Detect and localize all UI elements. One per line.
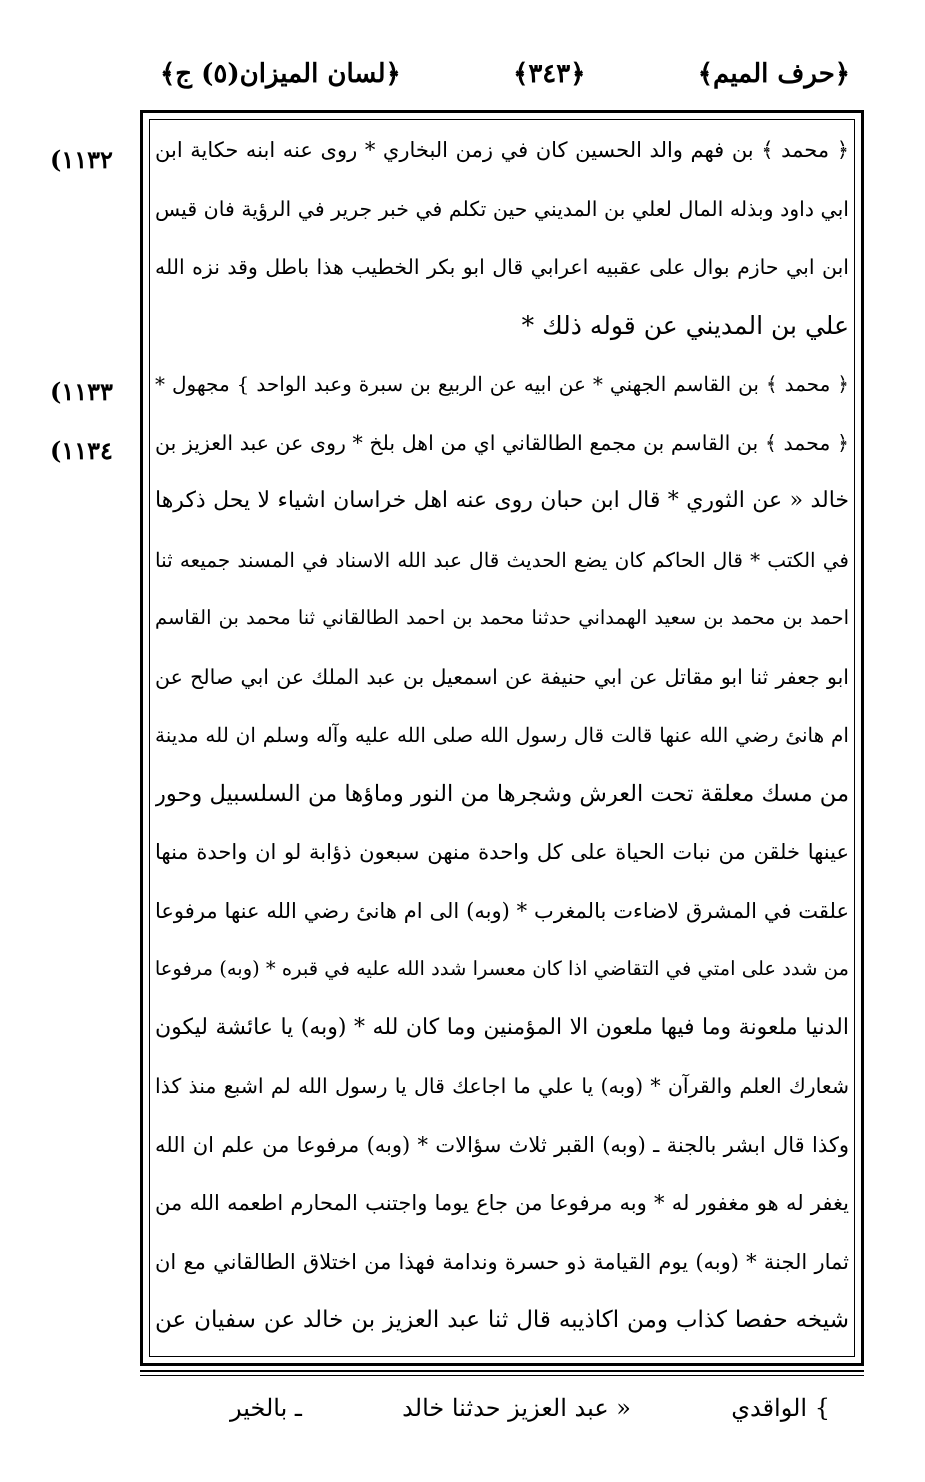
text-line: ابن ابي حازم بوال على عقبيه اعرابي قال ابو بكر الخطيب هذا باطل وقد نزه الله — [155, 255, 849, 279]
footnote: ـ بالخير — [230, 1394, 302, 1422]
footnote: « عبد العزيز حدثنا خالد — [402, 1394, 631, 1422]
footnote: } الواقدي — [731, 1394, 830, 1422]
text-line: الدنيا ملعونة وما فيها ملعون الا المؤمنين وما كان لله * (وبه) يا عائشة ليكون — [155, 1014, 849, 1040]
text-line: يغفر له هو مغفور له * وبه مرفوعا من جاع يوما واجتنب المحارم اطعمه الله من — [155, 1191, 849, 1215]
text-line: ﴿ محمد ﴾ بن القاسم الجهني * عن ابيه عن الربيع بن سبرة وعبد الواحد } مجهول * — [155, 372, 849, 396]
text-line: وكذا قال ابشر بالجنة ـ (وبه) القبر ثلاث سؤالات * (وبه) مرفوعا من علم ان الله — [155, 1132, 849, 1157]
text-frame — [140, 110, 864, 1366]
text-line: علي بن المديني عن قوله ذلك * — [521, 310, 849, 340]
text-line: ام هانئ رضي الله عنها قالت قال رسول الله صلى الله عليه وآله وسلم ان لله مدينة — [155, 723, 849, 747]
text-line: شيخه حفصا كذاب ومن اكاذيبه قال ثنا عبد العزيز بن خالد عن سفيان عن — [155, 1307, 849, 1333]
body-text — [155, 121, 849, 1350]
book-title: ﴿لسان الميزان(٥) ج﴾ — [160, 59, 401, 89]
text-line: ابي داود وبذله المال لعلي بن المديني حين تكلم في خبر جرير في الرؤية فان قيس — [155, 196, 849, 221]
page-number: ﴿٣٤٣﴾ — [513, 59, 586, 89]
text-line: ابو جعفر ثنا ابو مقاتل عن ابي حنيفة عن اسمعيل بن عبد الملك عن ابي صالح عن — [155, 664, 849, 689]
text-line: ﴿ محمد ﴾ بن فهم والد الحسين كان في زمن البخاري * روى عنه ابنه حكاية ابن — [155, 138, 849, 162]
entry-number-1134: (١١٣٤ — [50, 436, 113, 465]
entry-number-1133: (١١٣٣ — [50, 377, 113, 406]
text-line: من مسك معلقة تحت العرش وشجرها من النور وماؤها من السلسبيل وحور — [155, 780, 849, 807]
text-line: شعارك العلم والقرآن * (وبه) يا علي ما اجاعك قال يا رسول الله لم اشبع منذ كذا — [155, 1074, 849, 1098]
text-line: ثمار الجنة * (وبه) يوم القيامة ذو حسرة وندامة فهذا من اختلاق الطالقاني مع ان — [155, 1249, 849, 1274]
footnote-rule — [140, 1370, 864, 1372]
entry-number-1132: (١١٣٢ — [50, 145, 113, 174]
text-line: من شدد على امتي في التقاضي اذا كان معسرا شدد الله عليه في قبره * (وبه) مرفوعا — [155, 957, 849, 980]
footnote-rule — [140, 1375, 864, 1376]
text-line: عينها خلقن من نبات الحياة على كل واحدة منهن سبعون ذؤابة لو ان واحدة منها — [155, 840, 849, 864]
running-header — [160, 52, 850, 96]
text-line: احمد بن محمد بن سعيد الهمداني حدثنا محمد بن احمد الطالقاني ثنا محمد بن القاسم — [155, 606, 849, 629]
footnotes — [230, 1388, 830, 1428]
text-line: ﴿ محمد ﴾ بن القاسم بن مجمع الطالقاني اي من اهل بلخ * روى عن عبد العزيز بن — [155, 430, 849, 455]
text-line: علقت في المشرق لاضاءت بالمغرب * (وبه) الى ام هانئ رضي الله عنها مرفوعا — [155, 898, 849, 923]
text-line: خالد « عن الثوري * قال ابن حبان روى عنه اهل خراسان اشياء لا يحل ذكرها — [155, 488, 849, 513]
chapter-title: ﴿حرف الميم﴾ — [697, 59, 850, 89]
text-line: في الكتب * قال الحاكم كان يضع الحديث قال عبد الله الاسناد في المسند جميعه ثنا — [155, 547, 849, 572]
